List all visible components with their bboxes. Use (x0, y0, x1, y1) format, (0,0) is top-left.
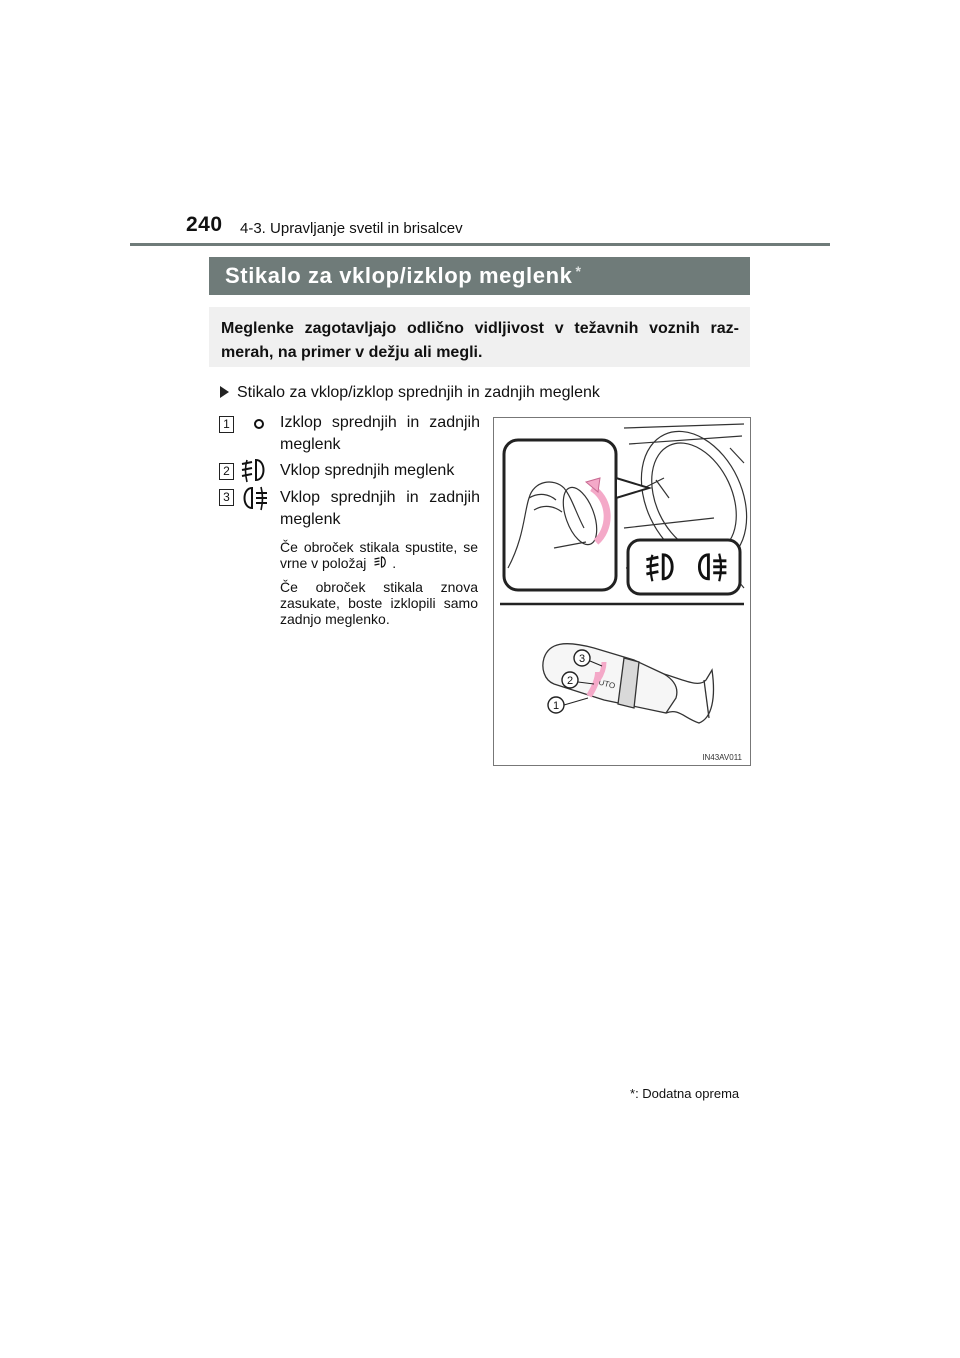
item-number-1: 1 (219, 416, 234, 433)
section-title-bar (209, 257, 750, 295)
footnote-text: : Dodatna oprema (635, 1086, 740, 1101)
callout-1-label: 1 (552, 700, 560, 712)
item-text-1: Izklop sprednjih in zadnjih meglenk (280, 414, 480, 453)
item-number-3: 3 (219, 489, 234, 506)
item-text-2: Vklop sprednjih meglenk (280, 462, 455, 479)
rear-fog-light-icon (240, 484, 270, 516)
note-release-period: . (392, 555, 397, 571)
section-title (225, 263, 582, 289)
fog-light-switch-illustration (493, 417, 751, 766)
auto-label: AUTO (592, 676, 617, 691)
page-number: 240 (186, 213, 223, 236)
intro-text: Meglenke zagotavljajo odlično vidljivost v težavnih voznih raz-merah, na primer v dežju ali megli. (221, 320, 739, 361)
figure-code: IN43AV011 (702, 753, 742, 762)
item-text-3: Vklop sprednjih in zadnjih meglenk (280, 489, 480, 528)
off-ring-icon (245, 410, 275, 442)
note-release-text: Če obroček stikala spustite, se vrne v položaj (280, 539, 478, 571)
header-divider (130, 243, 830, 246)
note-release-ring (280, 539, 478, 571)
front-fog-light-inline-icon (370, 555, 392, 571)
section-title-text: Stikalo za vklop/izklop meglenk (225, 263, 573, 288)
callout-2-label: 2 (566, 675, 574, 687)
chapter-title: 4-3. Upravljanje svetil in brisalcev (240, 220, 463, 237)
subheading (220, 384, 600, 402)
callout-1 (548, 697, 588, 713)
footnote-mark: * (630, 1086, 636, 1101)
optional-equipment-mark: * (575, 263, 582, 279)
item-number-2: 2 (219, 463, 234, 480)
footnote (630, 1086, 739, 1101)
triangle-bullet-icon (220, 386, 229, 398)
intro-box (209, 307, 750, 367)
callout-3-label: 3 (578, 653, 586, 665)
stalk-detail-frame (504, 440, 616, 590)
subheading-text: Stikalo za vklop/izklop sprednjih in zadnjih meglenk (237, 384, 600, 401)
note-turn-again: Če obroček stikala znova zasukate, boste izklopili samo zadnjo meglenko. (280, 579, 478, 627)
